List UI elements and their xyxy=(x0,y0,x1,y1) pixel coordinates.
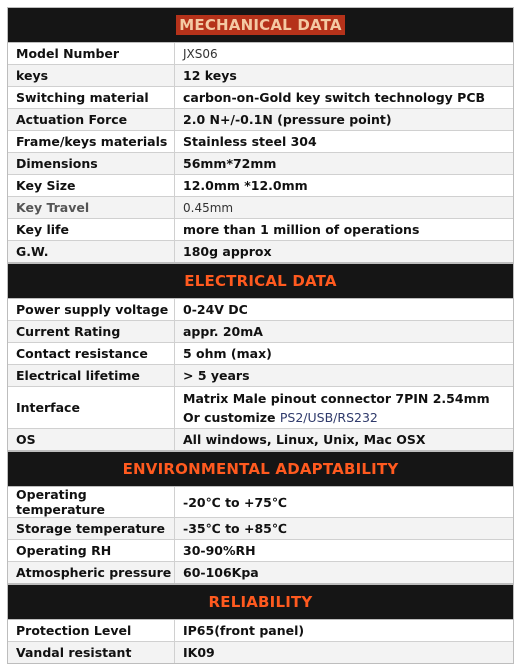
row-label: Contact resistance xyxy=(8,343,175,364)
interface-highlight: PS2/USB/RS232 xyxy=(279,409,378,425)
interface-line-1: Matrix Male pinout connector 7PIN 2.54mm xyxy=(183,390,490,406)
row-label: keys xyxy=(8,65,175,86)
spec-sheet xyxy=(7,7,514,664)
environmental-section xyxy=(7,451,514,584)
interface-line-2 xyxy=(183,408,378,427)
row-value: > 5 years xyxy=(183,368,250,383)
row-label: Protection Level xyxy=(8,620,175,641)
row-label: Power supply voltage xyxy=(8,299,175,320)
table-row xyxy=(8,197,513,219)
section-title: MECHANICAL DATA xyxy=(176,15,344,35)
row-value: 56mm*72mm xyxy=(183,156,277,171)
table-row xyxy=(8,562,513,583)
table-row xyxy=(8,642,513,663)
table-row xyxy=(8,518,513,540)
row-value: carbon-on-Gold key switch technology PCB xyxy=(183,90,486,105)
row-value: 60-106Kpa xyxy=(183,565,259,580)
table-row xyxy=(8,343,513,365)
table-row xyxy=(8,153,513,175)
row-label: Actuation Force xyxy=(8,109,175,130)
row-label: Atmospheric pressure xyxy=(8,562,175,583)
row-value: IP65(front panel) xyxy=(183,623,305,638)
row-label: Storage temperature xyxy=(8,518,175,539)
electrical-section xyxy=(7,263,514,451)
mechanical-section xyxy=(7,7,514,263)
section-header xyxy=(8,264,513,299)
row-value: IK09 xyxy=(183,645,215,660)
table-row xyxy=(8,387,513,429)
row-value: -35℃ to +85℃ xyxy=(183,521,287,536)
row-label: Frame/keys materials xyxy=(8,131,175,152)
table-row xyxy=(8,241,513,262)
row-label: Key Size xyxy=(8,175,175,196)
row-value: 30-90%RH xyxy=(183,543,256,558)
table-row xyxy=(8,321,513,343)
section-title: ENVIRONMENTAL ADAPTABILITY xyxy=(122,460,399,478)
row-value: 2.0 N+/-0.1N (pressure point) xyxy=(183,112,392,127)
row-label: Model Number xyxy=(8,43,175,64)
row-value: appr. 20mA xyxy=(183,324,263,339)
section-header xyxy=(8,8,513,43)
table-row xyxy=(8,65,513,87)
row-value: 12.0mm *12.0mm xyxy=(183,178,308,193)
row-label: Key Travel xyxy=(8,197,175,218)
row-label: OS xyxy=(8,429,175,450)
table-row xyxy=(8,620,513,642)
table-row xyxy=(8,87,513,109)
table-row xyxy=(8,175,513,197)
row-value: Stainless steel 304 xyxy=(183,134,317,149)
row-value: 5 ohm (max) xyxy=(183,346,272,361)
reliability-section xyxy=(7,584,514,664)
section-title: ELECTRICAL DATA xyxy=(184,272,337,290)
table-row xyxy=(8,429,513,450)
interface-prefix: Or customize xyxy=(183,409,280,425)
row-label: Electrical lifetime xyxy=(8,365,175,386)
row-value: 0.45mm xyxy=(183,200,234,215)
section-header xyxy=(8,452,513,487)
table-row xyxy=(8,109,513,131)
table-row xyxy=(8,540,513,562)
table-row xyxy=(8,43,513,65)
section-title: RELIABILITY xyxy=(208,593,313,611)
row-label: Operating temperature xyxy=(8,487,175,517)
row-value: 12 keys xyxy=(183,68,237,83)
row-label: Current Rating xyxy=(8,321,175,342)
row-label: Key life xyxy=(8,219,175,240)
row-label: Vandal resistant xyxy=(8,642,175,663)
row-label: Dimensions xyxy=(8,153,175,174)
row-value: 180g approx xyxy=(183,244,272,259)
row-value xyxy=(175,387,513,428)
table-row xyxy=(8,365,513,387)
table-row xyxy=(8,219,513,241)
row-value: JXS06 xyxy=(183,46,218,61)
row-value: -20℃ to +75℃ xyxy=(183,494,287,510)
table-row xyxy=(8,131,513,153)
row-value: more than 1 million of operations xyxy=(183,222,420,237)
row-label: Switching material xyxy=(8,87,175,108)
row-label: Interface xyxy=(8,387,175,428)
section-header xyxy=(8,585,513,620)
row-label: Operating RH xyxy=(8,540,175,561)
row-label: G.W. xyxy=(8,241,175,262)
row-value: All windows, Linux, Unix, Mac OSX xyxy=(183,432,426,447)
table-row xyxy=(8,487,513,518)
row-value: 0-24V DC xyxy=(183,302,248,317)
table-row xyxy=(8,299,513,321)
